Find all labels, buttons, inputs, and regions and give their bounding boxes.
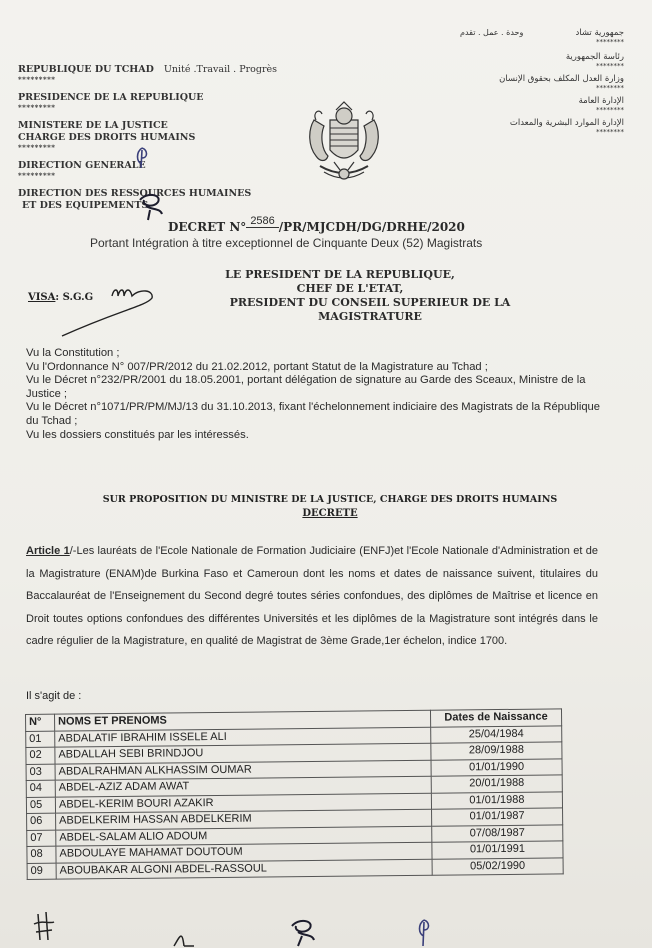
- visa-signature-icon: [60, 282, 170, 342]
- row-number: 03: [26, 764, 55, 781]
- authority-line-1: LE PRESIDENT DE LA REPUBLIQUE,: [225, 268, 455, 281]
- authority-line-2: CHEF DE L'ETAT,: [296, 282, 404, 295]
- header-birthdate: Dates de Naissance: [430, 709, 561, 727]
- vu-line: Vu les dossiers constitués par les intéressés.: [26, 428, 249, 441]
- proposition-line: SUR PROPOSITION DU MINISTRE DE LA JUSTICE, CHARGE DES DROITS HUMAINS: [102, 494, 558, 505]
- article-text: /-Les lauréats de l'Ecole Nationale de Formation Judiciaire (ENFJ)et l'Ecole Nationale d'Administration et de la Magistrature (ENAM)de Burkina Faso et Cameroun dont les noms et dates de naissance suivent, titulaires du Baccalauréat de l'Enseignement du Second degré toutes séries confondues, des diplômes de Maîtrise et licence en Droit toutes options confondues des différentes Universités et les diplômes de la Magistrature sont intégrés dans le cadre régulier de la Magistrature, en qualité de Magistrat de 3ème Grade,1er échelon, indice 1700.: [26, 545, 598, 647]
- vu-considerations: [26, 347, 606, 442]
- article-label: Article 1: [26, 545, 70, 557]
- authority-line-3: PRESIDENT DU CONSEIL SUPERIEUR DE LA MAGISTRATURE: [229, 296, 511, 323]
- vu-line: Vu l'Ordonnance N° 007/PR/2012 du 21.02.2012, portant Statut de la Magistrature au Tchad ;: [26, 360, 488, 373]
- header-left: [18, 64, 277, 212]
- decree-prefix: DECRET N°: [168, 220, 247, 234]
- row-number: 08: [27, 846, 56, 863]
- header-right-arabic: [464, 28, 624, 136]
- row-birthdate: 01/01/1991: [432, 841, 563, 859]
- visa-label: VISA: [28, 292, 56, 303]
- row-birthdate: 01/01/1990: [431, 758, 562, 776]
- row-number: 07: [27, 830, 56, 847]
- direction-generale: DIRECTION GENERALE: [18, 160, 146, 171]
- arabic-line-3: وزارة العدل المكلف بحقوق الإنسان: [499, 74, 624, 84]
- decree-subtitle: Portant Intégration à titre exceptionnel de Cinquante Deux (52) Magistrats: [90, 236, 483, 250]
- arabic-motto: وحدة . عمل . تقدم: [460, 28, 524, 37]
- stars: *********: [18, 143, 56, 152]
- initials-signature-icon: [132, 146, 154, 170]
- header-number: N°: [26, 714, 55, 731]
- stars: *********: [18, 75, 56, 84]
- row-birthdate: 05/02/1990: [432, 857, 563, 875]
- stars: ********: [596, 62, 624, 70]
- row-name: ABDEL-SALAM ALIO ADOUM: [56, 826, 432, 846]
- bottom-initials-icon: [412, 918, 438, 948]
- row-number: 04: [26, 780, 55, 797]
- arabic-line-4: الإدارة العامة: [578, 96, 624, 106]
- drh-line-1: DIRECTION DES RESSOURCES HUMAINES: [18, 188, 252, 199]
- row-number: 09: [27, 863, 56, 880]
- stars: ********: [596, 38, 624, 46]
- row-number: 02: [26, 747, 55, 764]
- stars: ********: [596, 84, 624, 92]
- authority-block: [160, 268, 520, 324]
- row-birthdate: 20/01/1988: [431, 775, 562, 793]
- row-number: 01: [26, 731, 55, 748]
- article-1: [26, 540, 598, 653]
- vu-line: Vu le Décret n°232/PR/2001 du 18.05.2001, portant délégation de signature au Garde des Sceaux, Ministre de la Justice ;: [26, 374, 586, 400]
- decree-handwritten-number: 2586: [246, 215, 278, 228]
- coat-of-arms-icon: [300, 100, 388, 190]
- presidence: PRESIDENCE DE LA REPUBLIQUE: [18, 92, 204, 103]
- drh-line-2: ET DES EQUIPEMENTS: [22, 200, 149, 211]
- proposition: [60, 493, 600, 521]
- arabic-line-1: جمهورية تشاد: [575, 28, 624, 38]
- bottom-stamp-scribble-icon: [286, 918, 320, 948]
- decree-suffix: /PR/MJCDH/DG/DRHE/2020: [278, 220, 465, 234]
- ministere-line-1: MINISTERE DE LA JUSTICE: [18, 120, 168, 131]
- row-birthdate: 01/01/1988: [431, 791, 562, 809]
- arabic-line-5: الإدارة الموارد البشرية والمعدات: [509, 118, 624, 128]
- row-name: ABDOULAYE MAHAMAT DOUTOUM: [56, 842, 432, 862]
- stars: *********: [18, 171, 56, 180]
- bottom-initials-icon: [30, 910, 60, 944]
- row-name: ABOUBAKAR ALGONI ABDEL-RASSOUL: [56, 859, 432, 879]
- il-sagit-de: Il s'agit de :: [26, 690, 82, 702]
- row-name: ABDALLAH SEBI BRINDJOU: [55, 743, 431, 763]
- ministere-line-2: CHARGE DES DROITS HUMAINS: [18, 132, 196, 143]
- header-names: NOMS ET PRENOMS: [55, 710, 431, 730]
- stars: ********: [596, 128, 624, 136]
- row-name: ABDALRAHMAN ALKHASSIM OUMAR: [55, 760, 431, 780]
- row-birthdate: 25/04/1984: [431, 725, 562, 743]
- decree-number: [168, 215, 465, 234]
- row-birthdate: 01/01/1987: [432, 808, 563, 826]
- row-name: ABDEL-KERIM BOURI AZAKIR: [55, 793, 431, 813]
- row-name: ABDEL-AZIZ ADAM AWAT: [55, 776, 431, 796]
- row-birthdate: 28/09/1988: [431, 742, 562, 760]
- bottom-initials-icon: [170, 926, 200, 948]
- magistrates-table: [25, 708, 564, 880]
- visa-value: : S.G.G: [55, 292, 94, 303]
- vu-line: Vu la Constitution ;: [26, 347, 120, 359]
- row-name: ABDALATIF IBRAHIM ISSELE ALI: [55, 727, 431, 747]
- row-number: 06: [27, 813, 56, 830]
- row-birthdate: 07/08/1987: [432, 824, 563, 842]
- row-name: ABDELKERIM HASSAN ABDELKERIM: [56, 809, 432, 829]
- decrete-heading: DECRETE: [302, 508, 358, 519]
- republique: REPUBLIQUE DU TCHAD: [18, 64, 154, 75]
- stamp-scribble-icon: [136, 192, 168, 222]
- stars: *********: [18, 103, 56, 112]
- row-number: 05: [26, 797, 55, 814]
- motto: Unité .Travail . Progrès: [163, 64, 277, 75]
- arabic-line-2: رئاسة الجمهورية: [565, 52, 624, 62]
- stars: ********: [596, 106, 624, 114]
- vu-line: Vu le Décret n°1071/PR/PM/MJ/13 du 31.10.2013, fixant l'échelonnement indiciaire des Magistrats de la République du Tchad ;: [26, 401, 600, 427]
